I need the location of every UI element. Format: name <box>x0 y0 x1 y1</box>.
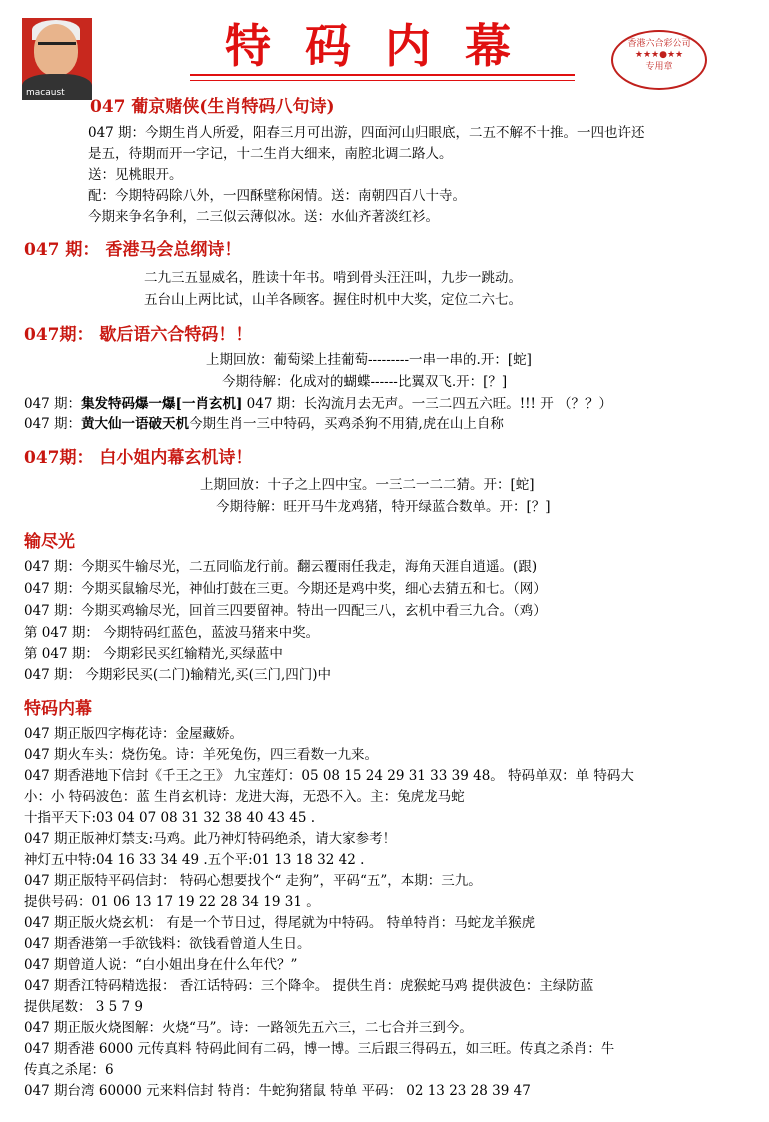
text-line: 047 期香港地下信封《千王之王》 九宝莲灯：05 08 15 24 29 31 33 39 48。 特码单双：单 特码大 <box>24 768 634 784</box>
official-seal <box>611 30 707 90</box>
text-line: 047 期：集发特码爆一爆[一肖玄机] 047 期：长沟流月去无声。一三二四五六旺。!!! 开 （？？） <box>24 396 613 412</box>
text-line: 今期待解：旺开马牛龙鸡猪，特开绿蓝合数单。开：[？] <box>216 499 551 515</box>
text-line: 047 期：今期买鸡输尽光，回首三四要留神。特出一四配三八，玄机中看三九合。（鸡） <box>24 603 547 619</box>
text-line: 神灯五中特:04 16 33 34 49 .五个平:01 13 18 32 42 . <box>24 852 365 868</box>
text-line: 047 期：今期买鼠输尽光，神仙打鼓在三更。今期还是鸡中奖，细心去猜五和七。（网） <box>24 581 547 597</box>
text-line: 送：见桃眼开。 <box>88 167 183 183</box>
text-line: 二九三五显威名，胜读十年书。啃到骨头汪汪叫，九步一跳动。 <box>144 270 522 286</box>
text-line: 五台山上两比试，山羊各顾客。握住时机中大奖，定位二六七。 <box>144 292 522 308</box>
seal-text-bottom: 专用章 <box>645 62 673 72</box>
section-heading-pujing: 047 葡京赌侠(生肖特码八句诗) <box>90 97 335 117</box>
text-line: 配：今期特码除八外，一四酥壁称闲情。送：南朝四百八十寺。 <box>88 188 466 204</box>
title-underline <box>190 74 575 76</box>
text-line: 047 期火车头：烧伤兔。诗：羊死兔伤，四三看数一九来。 <box>24 747 379 763</box>
portrait-photo <box>22 18 92 100</box>
text-line: 第 047 期： 今期彩民买红输精光,买绿蓝中 <box>24 646 283 662</box>
text-line: 提供尾数： 3 5 7 9 <box>24 999 144 1015</box>
text-line: 今期来争名争利，二三似云薄似冰。送：水仙齐著淡红衫。 <box>88 209 439 225</box>
title-underline-thin <box>190 80 575 81</box>
seal-text-top: 香港六合彩公司 <box>627 39 691 49</box>
section-heading-xiehouyu: 047期： 歇后语六合特码！！ <box>24 325 253 345</box>
text-line: 047 期：今期生肖人所爱，阳春三月可出游，四面河山归眼底，二五不解不十推。一四也许还 <box>88 125 645 141</box>
text-line: 上期回放：葡萄梁上挂葡萄---------一串一串的.开：[蛇] <box>206 352 532 368</box>
text-line: 十指平天下:03 04 07 08 31 32 38 40 43 45 . <box>24 810 316 826</box>
section-heading-bai-xiaojie: 047期： 白小姐内幕玄机诗！ <box>24 448 253 468</box>
text-line: 上期回放：十子之上四中宝。一三二一二二猜。开：[蛇] <box>200 477 535 493</box>
text-line: 047 期正版火烧图解：火烧“马”。诗：一路领先五六三，二七合并三到今。 <box>24 1020 473 1036</box>
photo-watermark: macaust <box>26 88 65 98</box>
text-line: 047 期：今期买牛输尽光，二五同临龙行前。翻云覆雨任我走，海角天涯自逍遥。(跟) <box>24 559 538 575</box>
section-heading-hk-jockey: 047 期： 香港马会总纲诗！ <box>24 240 242 260</box>
section-heading-temaneimu: 特码内幕 <box>24 699 92 719</box>
text-line: 047 期正版特平码信封： 特码心想要找个“ 走狗”，平码“五”，本期：三九。 <box>24 873 482 889</box>
page-title: 特码内幕 <box>225 19 545 73</box>
text-line: 第 047 期： 今期特码红蓝色，蓝波马猪来中奖。 <box>24 625 320 641</box>
text-line: 传真之杀尾：6 <box>24 1062 114 1078</box>
text-line: 047 期正版神灯禁支:马鸡。此乃神灯特码绝杀，请大家参考！ <box>24 831 397 847</box>
text-line: 047 期正版火烧玄机： 有是一个节日过，得尾就为中特码。 特单特肖：马蛇龙羊猴虎 <box>24 915 536 931</box>
text-line: 047 期：黄大仙一语破天机今期生肖一三中特码，买鸡杀狗不用猜,虎在山上自称 <box>24 416 504 432</box>
text-line: 047 期香江特码精选报： 香江话特码：三个降伞。 提供生肖：虎猴蛇马鸡 提供波色：主绿防蓝 <box>24 978 594 994</box>
text-line: 今期待解：化成对的蝴蝶------比翼双飞.开：[？] <box>222 374 508 390</box>
text-line: 小：小 特码波色：蓝 生肖玄机诗：龙进大海，无恐不入。主：兔虎龙马蛇 <box>24 789 465 805</box>
text-line: 047 期： 今期彩民买(二门)输精光,买(三门,四门)中 <box>24 667 331 683</box>
text-line: 提供号码：01 06 13 17 19 22 28 34 19 31 。 <box>24 894 320 910</box>
text-line: 047 期台湾 60000 元来料信封 特肖：牛蛇狗猪鼠 特单 平码： 02 13 23 28 39 47 <box>24 1083 531 1099</box>
section-heading-shujinguang: 输尽光 <box>24 532 75 552</box>
text-line: 047 期香港 6000 元传真料 特码此间有二码，博一博。三后跟三得码五，如三旺。传真之杀肖：牛 <box>24 1041 615 1057</box>
text-line: 047 期香港第一手欲钱料：欲钱看曾道人生日。 <box>24 936 311 952</box>
seal-stars: ★★★●★★ <box>634 50 684 60</box>
text-line: 是五，待期而开一字记，十二生肖大细来，南腔北调二路人。 <box>88 146 453 162</box>
text-line: 047 期正版四字梅花诗：金屋藏娇。 <box>24 726 244 742</box>
text-line: 047 期曾道人说：“白小姐出身在什么年代？” <box>24 957 298 973</box>
